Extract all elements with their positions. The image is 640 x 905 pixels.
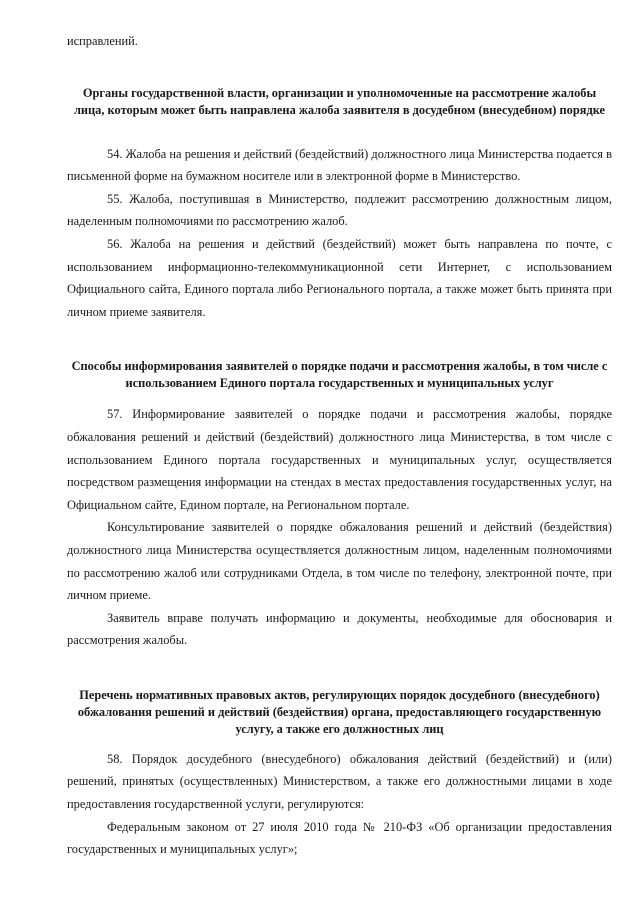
section-heading-informing-methods: Способы информирования заявителей о порядке подачи и рассмотрения жалобы, в том числе с использованием Единого портала государственных и муниципальных услуг xyxy=(71,359,608,391)
paragraph-55: 55. Жалоба, поступившая в Министерство, подлежит рассмотрению должностным лицом, наделенным полномочиями по рассмотрению жалоб. xyxy=(67,191,612,229)
paragraph-federal-law: Федеральным законом от 27 июля 2010 года № 210-ФЗ «Об организации предоставления государственных и муниципальных услуг»; xyxy=(67,819,612,857)
paragraph-57: 57. Информирование заявителей о порядке подачи и рассмотрения жалобы, порядке обжалования решений и действий (бездействий) должностного лица Министерства, в том числе с использованием Единого портала государственных и муниципальных услуг, осуществляется посредством размещения информации на стендах в местах предоставления государственных услуг, на Официальном сайте, Едином портале, на Региональном портале. xyxy=(67,407,612,512)
paragraph-58: 58. Порядок досудебного (внесудебного) обжалования действий (бездействий) и (или) решений, принятых (осуществленных) Министерством, а также его должностными лицами в ходе предоставления государственной услуги, регулируются: xyxy=(67,751,612,812)
section-heading-complaint-bodies: Органы государственной власти, организации и уполномоченные на рассмотрение жалобы лица, которым может быть направлена жалоба заявителя в досудебном (внесудебном) порядке xyxy=(73,85,606,117)
paragraph-54: 54. Жалоба на решения и действий (бездействий) должностного лица Министерства подается в письменной форме на бумажном носителе или в электронной форме в Министерство. xyxy=(67,146,612,184)
paragraph-applicant-rights: Заявитель вправе получать информацию и документы, необходимые для обосновария и рассмотрения жалобы. xyxy=(67,610,612,648)
paragraph-consulting: Консультирование заявителей о порядке обжалования решений и действий (бездействия) должностного лица Министерства осуществляется должностным лицом, наделенным полномочиями по рассмотрению жалоб или сотрудниками Отдела, в том числе по телефону, электронной почте, при личном приеме. xyxy=(67,520,612,603)
section-heading-legal-acts: Перечень нормативных правовых актов, регулирующих порядок досудебного (внесудебного) обжалования решений и действий (бездействия) органа, предоставляющего государственную услугу, а также его должностных лиц xyxy=(77,687,602,736)
continuation-text: исправлений. xyxy=(67,34,138,48)
paragraph-56: 56. Жалоба на решения и действий (бездействий) может быть направлена по почте, с использованием информационно-телекоммуникационной сети Интернет, с использованием Официального сайта, Единого портала либо Регионального портала, а также может быть принята при личном приеме заявителя. xyxy=(67,236,612,319)
